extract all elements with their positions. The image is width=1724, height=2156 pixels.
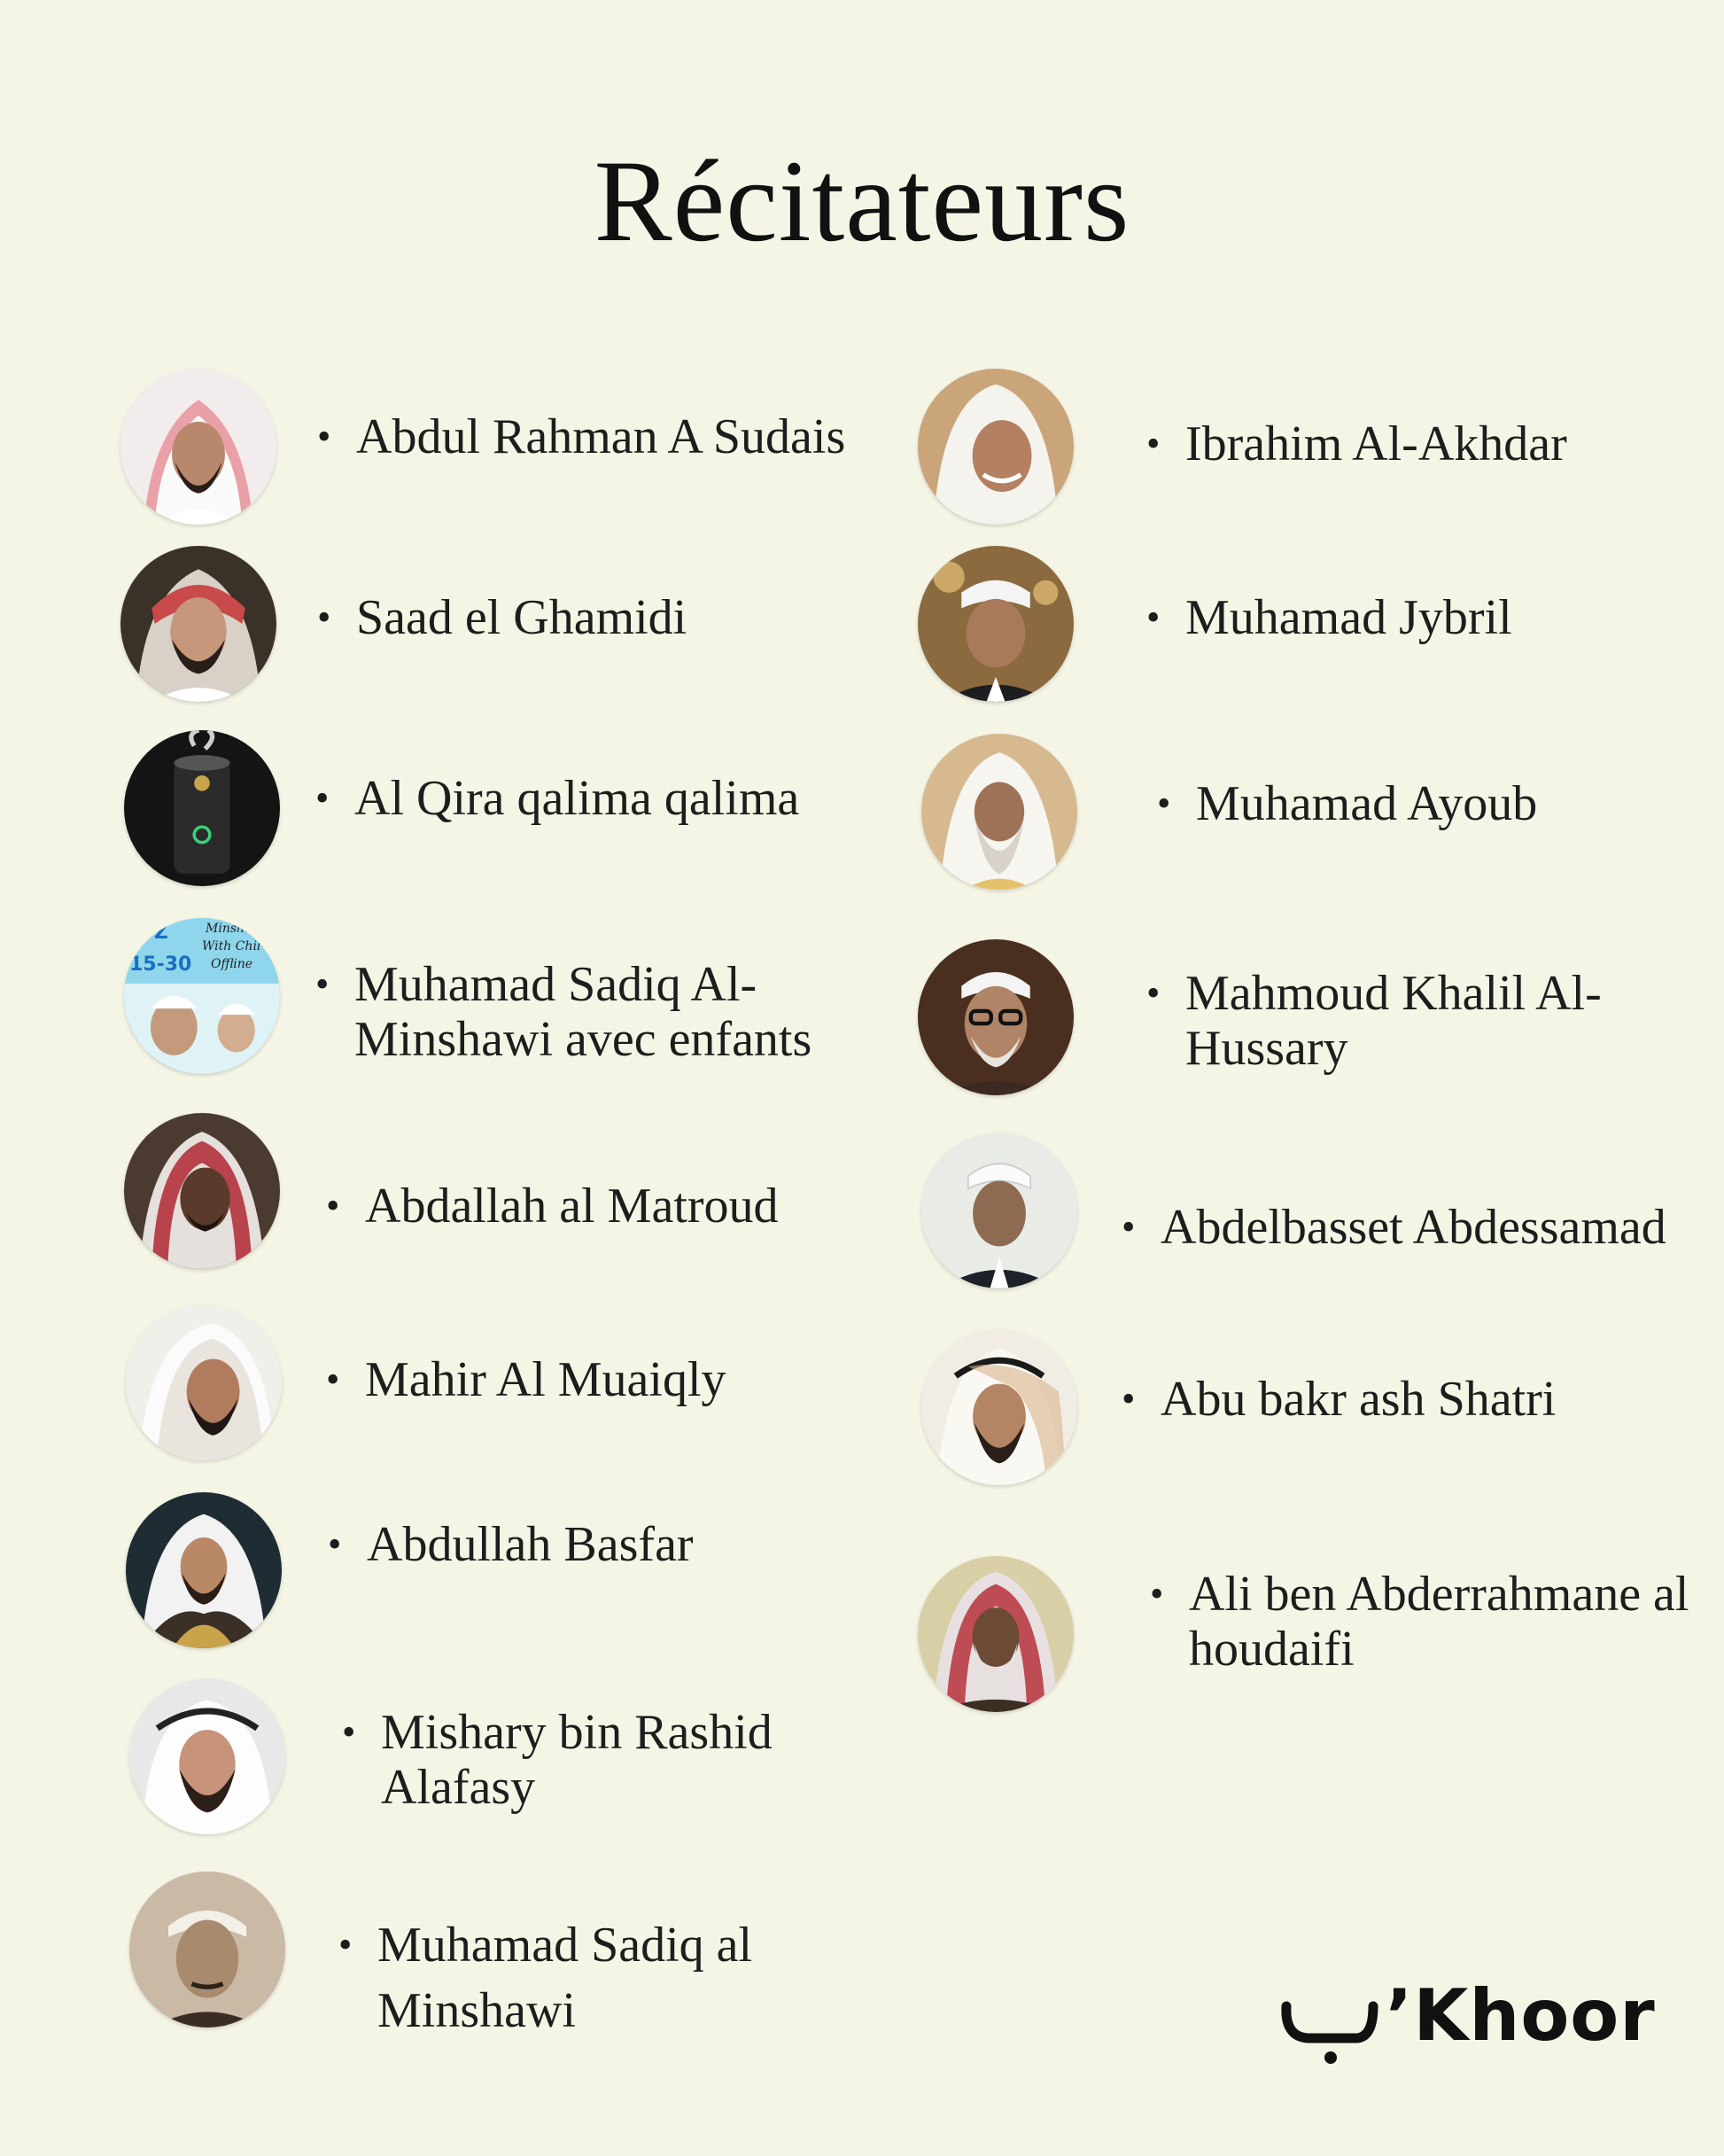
album-text: With Chil bbox=[202, 939, 261, 953]
reciter-name: • Abdullah Basfar bbox=[328, 1517, 863, 1572]
reciter-item[interactable] bbox=[918, 939, 1715, 1099]
album-text: 15-30 bbox=[129, 953, 192, 976]
reciter-portrait-icon bbox=[126, 1304, 282, 1460]
brand-logo bbox=[1281, 1974, 1656, 2072]
album-cover-icon bbox=[124, 918, 280, 1074]
reciter-portrait-icon bbox=[120, 546, 276, 702]
reciter-item[interactable] bbox=[129, 1872, 927, 2038]
reciter-name: • Muhamad Sadiq Al-Minshawi avec enfants bbox=[315, 957, 886, 1067]
reciter-name: • Ibrahim Al-Akhdar bbox=[1146, 416, 1681, 471]
reciter-item[interactable] bbox=[921, 734, 1719, 893]
reciter-name: • Abdelbasset Abdessamad bbox=[1122, 1200, 1724, 1255]
reciter-portrait-icon bbox=[918, 1556, 1074, 1712]
reciter-name: • Abu bakr ash Shatri bbox=[1122, 1372, 1657, 1427]
reciter-item[interactable] bbox=[921, 1132, 1719, 1292]
reciter-portrait-icon bbox=[129, 1678, 285, 1834]
reciter-name: • Abdallah al Matroud bbox=[326, 1179, 861, 1234]
reciter-portrait-icon bbox=[918, 546, 1074, 702]
reciter-name: • Muhamad Sadiq al Minshawi bbox=[338, 1912, 838, 2043]
reciter-name: • Mahir Al Muaiqly bbox=[326, 1352, 861, 1407]
reciter-portrait-icon bbox=[124, 1113, 280, 1269]
reciter-name: • Ali ben Abderrahmane al houdaifi bbox=[1150, 1567, 1724, 1677]
reciter-portrait-icon bbox=[129, 1872, 285, 2028]
reciter-item[interactable] bbox=[124, 1113, 921, 1273]
reciter-portrait-icon bbox=[918, 369, 1074, 525]
reciter-item[interactable] bbox=[120, 546, 918, 705]
album-text: Offline bbox=[211, 957, 253, 971]
reciter-name: • Abdul Rahman A Sudais bbox=[317, 409, 852, 464]
reciter-item[interactable] bbox=[129, 1678, 927, 1838]
reciter-name: • Saad el Ghamidi bbox=[317, 590, 852, 645]
reciter-portrait-icon bbox=[918, 939, 1074, 1095]
reciter-name: • Mishary bin Rashid Alafasy bbox=[342, 1705, 842, 1815]
reciter-portrait-icon bbox=[921, 1329, 1077, 1485]
reciter-portrait-icon bbox=[921, 1132, 1077, 1288]
page-title: Récitateurs bbox=[594, 136, 1130, 266]
reciter-portrait-icon bbox=[120, 369, 276, 525]
brand-name: ’Khoor bbox=[1386, 1974, 1656, 2057]
album-text: Minsha bbox=[206, 922, 252, 936]
reciter-item[interactable] bbox=[918, 1556, 1715, 1716]
album-text: UZ bbox=[138, 922, 168, 944]
reciter-item[interactable] bbox=[124, 730, 921, 890]
reciter-item[interactable] bbox=[126, 1492, 923, 1652]
arabic-letter-ba-icon bbox=[1281, 1990, 1378, 2066]
reciter-item[interactable] bbox=[120, 369, 918, 528]
reciter-item[interactable] bbox=[918, 546, 1715, 705]
reciter-item[interactable] bbox=[124, 918, 921, 1078]
reciter-name: • Al Qira qalima qalima bbox=[315, 771, 850, 826]
reciter-name: • Muhamad Ayoub bbox=[1157, 776, 1692, 831]
reciter-name: • Mahmoud Khalil Al-Hussary bbox=[1146, 966, 1646, 1076]
reciter-item[interactable] bbox=[126, 1304, 923, 1464]
reciter-name: • Muhamad Jybril bbox=[1146, 590, 1681, 645]
reciter-item[interactable] bbox=[918, 369, 1715, 528]
reciter-item[interactable] bbox=[921, 1329, 1719, 1489]
reciter-portrait-icon bbox=[126, 1492, 282, 1648]
reciter-portrait-icon bbox=[921, 734, 1077, 890]
quran-speaker-icon bbox=[124, 730, 280, 886]
